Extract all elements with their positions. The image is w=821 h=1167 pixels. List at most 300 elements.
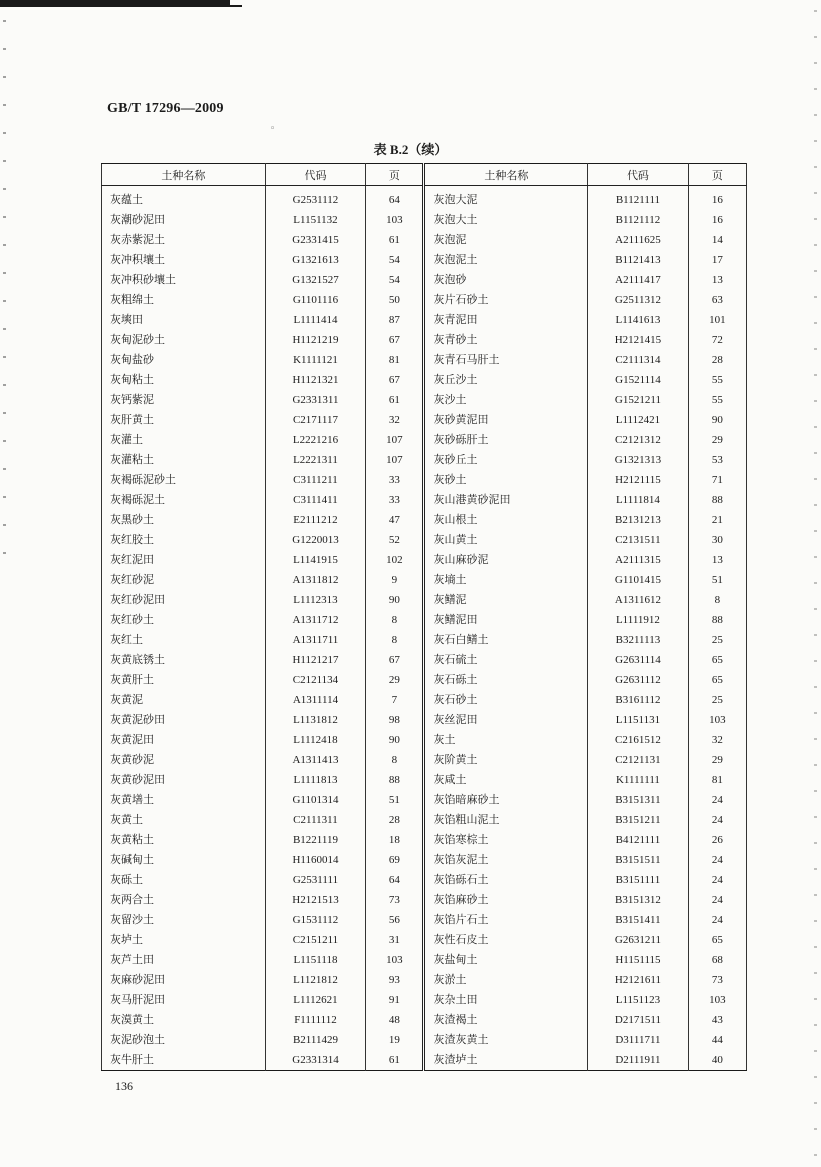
table-row: [102, 830, 747, 850]
soil-name-right: 灰山黄土: [424, 530, 588, 550]
page-ref-right: 44: [688, 1030, 746, 1050]
soil-name: 灰泥砂泡土: [110, 1033, 165, 1046]
soil-code: G1531112: [265, 910, 365, 930]
page-ref: 107: [366, 430, 424, 450]
soil-name-right: 灰青石马肝土: [424, 350, 588, 370]
soil-code-right: B3161112: [588, 690, 688, 710]
soil-name: 灰蕴土: [110, 193, 143, 206]
page-ref-right: 65: [688, 650, 746, 670]
table-row: [102, 770, 747, 790]
page-ref: 8: [366, 630, 424, 650]
soil-name: 灰甸盐砂: [110, 353, 154, 366]
page-ref-right: 71: [688, 470, 746, 490]
scan-noise-left: [3, 20, 6, 560]
soil-code-right: D2171511: [588, 1010, 688, 1030]
soil-name-right: 灰青泥田: [424, 310, 588, 330]
soil-code-right: A2111417: [588, 270, 688, 290]
soil-name: 灰两合土: [110, 893, 154, 906]
soil-code-right: B1121111: [588, 186, 688, 211]
soil-name: 灰黄墡土: [110, 793, 154, 806]
soil-name: 灰红胶土: [110, 533, 154, 546]
soil-code: C3111411: [265, 490, 365, 510]
soil-code-right: L1112421: [588, 410, 688, 430]
table-row: [102, 950, 747, 970]
page-ref-right: 8: [688, 590, 746, 610]
soil-code: H2121513: [265, 890, 365, 910]
soil-code: G2531111: [265, 870, 365, 890]
soil-code: A1311712: [265, 610, 365, 630]
soil-name: 灰甸粘土: [110, 373, 154, 386]
soil-name: 灰塽田: [110, 313, 143, 326]
scan-edge-mark: [0, 0, 230, 7]
page-ref-right: 90: [688, 410, 746, 430]
page-ref: 87: [366, 310, 424, 330]
soil-name-right: 灰泡泥土: [424, 250, 588, 270]
page-ref-right: 32: [688, 730, 746, 750]
soil-name: 灰砾土: [110, 873, 143, 886]
soil-name-right: 灰石砂土: [424, 690, 588, 710]
soil-code: L1112418: [265, 730, 365, 750]
page-ref-right: 24: [688, 910, 746, 930]
soil-name-right: 灰阶黄土: [424, 750, 588, 770]
table-row: [102, 470, 747, 490]
soil-name: 灰褐砾泥砂土: [110, 473, 176, 486]
page-ref: 52: [366, 530, 424, 550]
soil-code-right: A1311612: [588, 590, 688, 610]
soil-name-right: 灰馅寒棕土: [424, 830, 588, 850]
soil-code-right: B2131213: [588, 510, 688, 530]
table-row: [102, 850, 747, 870]
page-ref: 102: [366, 550, 424, 570]
soil-name-right: 灰杂土田: [424, 990, 588, 1010]
soil-name-right: 灰馅灰泥土: [424, 850, 588, 870]
table-header-row: [102, 164, 747, 186]
soil-name-right: 灰馅麻砂土: [424, 890, 588, 910]
soil-code-right: G2631211: [588, 930, 688, 950]
soil-code-right: L1151123: [588, 990, 688, 1010]
soil-code: H1160014: [265, 850, 365, 870]
table-row: [102, 570, 747, 590]
soil-code-right: G1101415: [588, 570, 688, 590]
page-ref: 73: [366, 890, 424, 910]
soil-name-right: 灰青砂土: [424, 330, 588, 350]
soil-code-right: L1111814: [588, 490, 688, 510]
page-ref: 90: [366, 730, 424, 750]
soil-name: 灰红土: [110, 633, 143, 646]
soil-code-right: K1111111: [588, 770, 688, 790]
page-ref-right: 14: [688, 230, 746, 250]
soil-code: L1111414: [265, 310, 365, 330]
soil-code: G1101116: [265, 290, 365, 310]
soil-type-index-table: [101, 163, 747, 1071]
soil-code-right: C2111314: [588, 350, 688, 370]
page-ref: 98: [366, 710, 424, 730]
soil-code: L1151118: [265, 950, 365, 970]
soil-name: 灰留沙土: [110, 913, 154, 926]
soil-code-right: C2131511: [588, 530, 688, 550]
table-row: [102, 1050, 747, 1071]
soil-code-right: B1121413: [588, 250, 688, 270]
page-ref: 61: [366, 230, 424, 250]
soil-code: H1121217: [265, 650, 365, 670]
soil-code-right: C2121131: [588, 750, 688, 770]
table-row: [102, 210, 747, 230]
page-ref: 88: [366, 770, 424, 790]
soil-code: A1311812: [265, 570, 365, 590]
soil-name-right: 灰丝泥田: [424, 710, 588, 730]
page-ref: 51: [366, 790, 424, 810]
soil-code: L2221311: [265, 450, 365, 470]
soil-code: G2531112: [265, 186, 365, 211]
soil-code-right: G1521114: [588, 370, 688, 390]
table-row: [102, 910, 747, 930]
table-row: [102, 730, 747, 750]
soil-code: K1111121: [265, 350, 365, 370]
header-soil-name-right: 土种名称: [424, 164, 588, 186]
page-ref-right: 73: [688, 970, 746, 990]
header-page-right: 页: [688, 164, 746, 186]
page-ref: 69: [366, 850, 424, 870]
soil-name-right: 灰鳝泥: [424, 590, 588, 610]
soil-code-right: H2121611: [588, 970, 688, 990]
soil-code-right: H2121115: [588, 470, 688, 490]
soil-code-right: G1321313: [588, 450, 688, 470]
soil-name-right: 灰淤土: [424, 970, 588, 990]
page-ref-right: 25: [688, 630, 746, 650]
page-ref: 32: [366, 410, 424, 430]
soil-code: G2331415: [265, 230, 365, 250]
soil-code: L1151132: [265, 210, 365, 230]
table-row: [102, 370, 747, 390]
soil-code: G1101314: [265, 790, 365, 810]
table-row: [102, 450, 747, 470]
page-ref: 61: [366, 1050, 424, 1071]
soil-code: A1311114: [265, 690, 365, 710]
page-ref: 56: [366, 910, 424, 930]
page-ref-right: 63: [688, 290, 746, 310]
page-ref: 64: [366, 870, 424, 890]
table-row: [102, 510, 747, 530]
soil-name-right: 灰丘沙土: [424, 370, 588, 390]
soil-name-right: 灰山港黄砂泥田: [424, 490, 588, 510]
table-row: [102, 970, 747, 990]
soil-name-right: 灰砂黄泥田: [424, 410, 588, 430]
soil-code: L1121812: [265, 970, 365, 990]
soil-code-right: H1151115: [588, 950, 688, 970]
page-ref: 48: [366, 1010, 424, 1030]
soil-name-right: 灰馅砾石土: [424, 870, 588, 890]
page-ref: 29: [366, 670, 424, 690]
soil-name: 灰黄底锈土: [110, 653, 165, 666]
page-ref: 64: [366, 186, 424, 211]
soil-name: 灰牛肝土: [110, 1053, 154, 1066]
soil-code: A1311711: [265, 630, 365, 650]
soil-name: 灰冲积壤土: [110, 253, 165, 266]
page-ref-right: 81: [688, 770, 746, 790]
header-page: 页: [366, 164, 424, 186]
table-row: [102, 350, 747, 370]
soil-name-right: 灰墒土: [424, 570, 588, 590]
page-ref-right: 55: [688, 370, 746, 390]
page-ref: 50: [366, 290, 424, 310]
soil-code-right: A2111315: [588, 550, 688, 570]
page-ref: 91: [366, 990, 424, 1010]
table-row: [102, 530, 747, 550]
table-row: [102, 610, 747, 630]
page-ref-right: 72: [688, 330, 746, 350]
table-row: [102, 870, 747, 890]
soil-name: 灰潮砂泥田: [110, 213, 165, 226]
soil-code: C3111211: [265, 470, 365, 490]
page-ref: 67: [366, 370, 424, 390]
page-ref-right: 53: [688, 450, 746, 470]
soil-code: C2151211: [265, 930, 365, 950]
page-ref: 103: [366, 210, 424, 230]
soil-name-right: 灰砂丘土: [424, 450, 588, 470]
page-ref-right: 24: [688, 890, 746, 910]
page-ref-right: 88: [688, 490, 746, 510]
soil-code-right: G2631114: [588, 650, 688, 670]
page-ref: 67: [366, 650, 424, 670]
table-row: [102, 390, 747, 410]
soil-name-right: 灰片石砂土: [424, 290, 588, 310]
soil-code: L1112621: [265, 990, 365, 1010]
soil-name: 灰粗绵土: [110, 293, 154, 306]
table-row: [102, 690, 747, 710]
soil-code-right: H2121415: [588, 330, 688, 350]
soil-name-right: 灰泡大土: [424, 210, 588, 230]
soil-name-right: 灰石白鳝土: [424, 630, 588, 650]
soil-code-right: D3111711: [588, 1030, 688, 1050]
soil-code: L1131812: [265, 710, 365, 730]
page-ref: 19: [366, 1030, 424, 1050]
soil-name-right: 灰咸土: [424, 770, 588, 790]
page-ref: 7: [366, 690, 424, 710]
soil-code-right: B3151312: [588, 890, 688, 910]
soil-code: E2111212: [265, 510, 365, 530]
table-row: [102, 290, 747, 310]
page-ref-right: 65: [688, 670, 746, 690]
soil-name: 灰黄砂泥田: [110, 773, 165, 786]
table-row: [102, 590, 747, 610]
scan-speck: ◦: [270, 124, 276, 134]
soil-code-right: B3151111: [588, 870, 688, 890]
soil-code-right: C2121312: [588, 430, 688, 450]
header-code: 代码: [265, 164, 365, 186]
page-ref: 31: [366, 930, 424, 950]
soil-name: 灰红砂土: [110, 613, 154, 626]
soil-name: 灰黄泥: [110, 693, 143, 706]
scan-noise-right: [814, 10, 817, 1160]
page-ref: 67: [366, 330, 424, 350]
table-row: [102, 1010, 747, 1030]
page-ref: 81: [366, 350, 424, 370]
page-ref-right: 55: [688, 390, 746, 410]
soil-code-right: B3151511: [588, 850, 688, 870]
page-ref-right: 24: [688, 790, 746, 810]
soil-name-right: 灰性石皮土: [424, 930, 588, 950]
table-row: [102, 670, 747, 690]
soil-name: 灰甸泥砂土: [110, 333, 165, 346]
page-ref-right: 101: [688, 310, 746, 330]
table-row: [102, 430, 747, 450]
soil-name-right: 灰渣灰黄土: [424, 1030, 588, 1050]
soil-code: B1221119: [265, 830, 365, 850]
soil-name: 灰黄砂泥: [110, 753, 154, 766]
page-ref-right: 25: [688, 690, 746, 710]
table-row: [102, 550, 747, 570]
soil-name-right: 灰砂土: [424, 470, 588, 490]
soil-code: L1141915: [265, 550, 365, 570]
soil-name-right: 灰泡泥: [424, 230, 588, 250]
page-ref: 47: [366, 510, 424, 530]
soil-name: 灰肝黄土: [110, 413, 154, 426]
table-row: [102, 410, 747, 430]
soil-name-right: 灰泡大泥: [424, 186, 588, 211]
soil-name: 灰漠黄土: [110, 1013, 154, 1026]
soil-name: 灰赤紫泥土: [110, 233, 165, 246]
soil-code: C2121134: [265, 670, 365, 690]
page-ref: 61: [366, 390, 424, 410]
table-caption: 表 B.2（续）: [373, 142, 448, 157]
table-row: [102, 270, 747, 290]
table-row: [102, 330, 747, 350]
soil-code: A1311413: [265, 750, 365, 770]
table-row: [102, 250, 747, 270]
header-soil-name: 土种名称: [102, 164, 266, 186]
soil-code-right: B1121112: [588, 210, 688, 230]
soil-name-right: 灰泡砂: [424, 270, 588, 290]
soil-code: H1121321: [265, 370, 365, 390]
page-ref-right: 13: [688, 270, 746, 290]
page-ref-right: 21: [688, 510, 746, 530]
soil-name-right: 灰沙土: [424, 390, 588, 410]
soil-code: G2331311: [265, 390, 365, 410]
soil-name: 灰灌粘土: [110, 453, 154, 466]
soil-name-right: 灰石硫土: [424, 650, 588, 670]
soil-name-right: 灰山麻砂泥: [424, 550, 588, 570]
soil-name-right: 灰石砾土: [424, 670, 588, 690]
soil-code: L1112313: [265, 590, 365, 610]
table-row: [102, 930, 747, 950]
soil-name: 灰黄泥田: [110, 733, 154, 746]
soil-name: 灰黄肝土: [110, 673, 154, 686]
soil-code-right: B4121111: [588, 830, 688, 850]
soil-code-right: L1111912: [588, 610, 688, 630]
soil-code: F1111112: [265, 1010, 365, 1030]
page-ref-right: 16: [688, 186, 746, 211]
soil-code-right: G2631112: [588, 670, 688, 690]
soil-code: L1111813: [265, 770, 365, 790]
soil-code: H1121219: [265, 330, 365, 350]
page-ref-right: 68: [688, 950, 746, 970]
soil-code: C2111311: [265, 810, 365, 830]
page-ref-right: 13: [688, 550, 746, 570]
soil-code: L2221216: [265, 430, 365, 450]
page-ref-right: 16: [688, 210, 746, 230]
page-ref-right: 88: [688, 610, 746, 630]
table-row: [102, 230, 747, 250]
soil-name: 灰钙紫泥: [110, 393, 154, 406]
soil-code-right: D2111911: [588, 1050, 688, 1071]
page-ref: 90: [366, 590, 424, 610]
soil-code: G2331314: [265, 1050, 365, 1071]
soil-name: 灰马肝泥田: [110, 993, 165, 1006]
table-row: [102, 630, 747, 650]
soil-name-right: 灰土: [424, 730, 588, 750]
page-ref-right: 29: [688, 750, 746, 770]
soil-code-right: B3151311: [588, 790, 688, 810]
soil-name: 灰黄泥砂田: [110, 713, 165, 726]
page-ref-right: 51: [688, 570, 746, 590]
page-ref: 18: [366, 830, 424, 850]
page-ref: 28: [366, 810, 424, 830]
soil-name: 灰灌土: [110, 433, 143, 446]
page-ref-right: 17: [688, 250, 746, 270]
page-ref: 8: [366, 750, 424, 770]
page-ref-right: 43: [688, 1010, 746, 1030]
soil-name: 灰红泥田: [110, 553, 154, 566]
table-row: [102, 490, 747, 510]
soil-code: G1220013: [265, 530, 365, 550]
header-code-right: 代码: [588, 164, 688, 186]
page-ref: 107: [366, 450, 424, 470]
soil-name: 灰垆土: [110, 933, 143, 946]
soil-name-right: 灰鳝泥田: [424, 610, 588, 630]
soil-code-right: G1521211: [588, 390, 688, 410]
page-ref-right: 29: [688, 430, 746, 450]
table-row: [102, 310, 747, 330]
soil-code-right: G2511312: [588, 290, 688, 310]
soil-name: 灰黑砂土: [110, 513, 154, 526]
page-ref-right: 40: [688, 1050, 746, 1071]
table-row: [102, 810, 747, 830]
soil-code: G1321613: [265, 250, 365, 270]
soil-name: 灰黄土: [110, 813, 143, 826]
page-number: 136: [115, 1079, 133, 1093]
soil-name-right: 灰盐甸土: [424, 950, 588, 970]
page-ref-right: 103: [688, 710, 746, 730]
standard-code: GB/T 17296—2009: [107, 101, 224, 116]
soil-name-right: 灰馅粗山泥土: [424, 810, 588, 830]
soil-name-right: 灰馅片石土: [424, 910, 588, 930]
soil-name: 灰芦土田: [110, 953, 154, 966]
page-ref: 54: [366, 270, 424, 290]
soil-code-right: L1151131: [588, 710, 688, 730]
table-row: [102, 990, 747, 1010]
soil-name-right: 灰山根土: [424, 510, 588, 530]
table-row: [102, 650, 747, 670]
soil-name: 灰麻砂泥田: [110, 973, 165, 986]
soil-code: G1321527: [265, 270, 365, 290]
table-row: [102, 186, 747, 211]
soil-code-right: A2111625: [588, 230, 688, 250]
page-ref-right: 28: [688, 350, 746, 370]
table-row: [102, 890, 747, 910]
page-ref-right: 24: [688, 850, 746, 870]
soil-name: 灰冲积砂壤土: [110, 273, 176, 286]
page-ref-right: 30: [688, 530, 746, 550]
page-ref: 9: [366, 570, 424, 590]
page-ref: 54: [366, 250, 424, 270]
soil-name-right: 灰渣褐土: [424, 1010, 588, 1030]
page-ref: 33: [366, 470, 424, 490]
soil-name: 灰黄粘土: [110, 833, 154, 846]
page-ref-right: 26: [688, 830, 746, 850]
soil-code-right: B3151211: [588, 810, 688, 830]
soil-code-right: B3211113: [588, 630, 688, 650]
soil-code-right: L1141613: [588, 310, 688, 330]
